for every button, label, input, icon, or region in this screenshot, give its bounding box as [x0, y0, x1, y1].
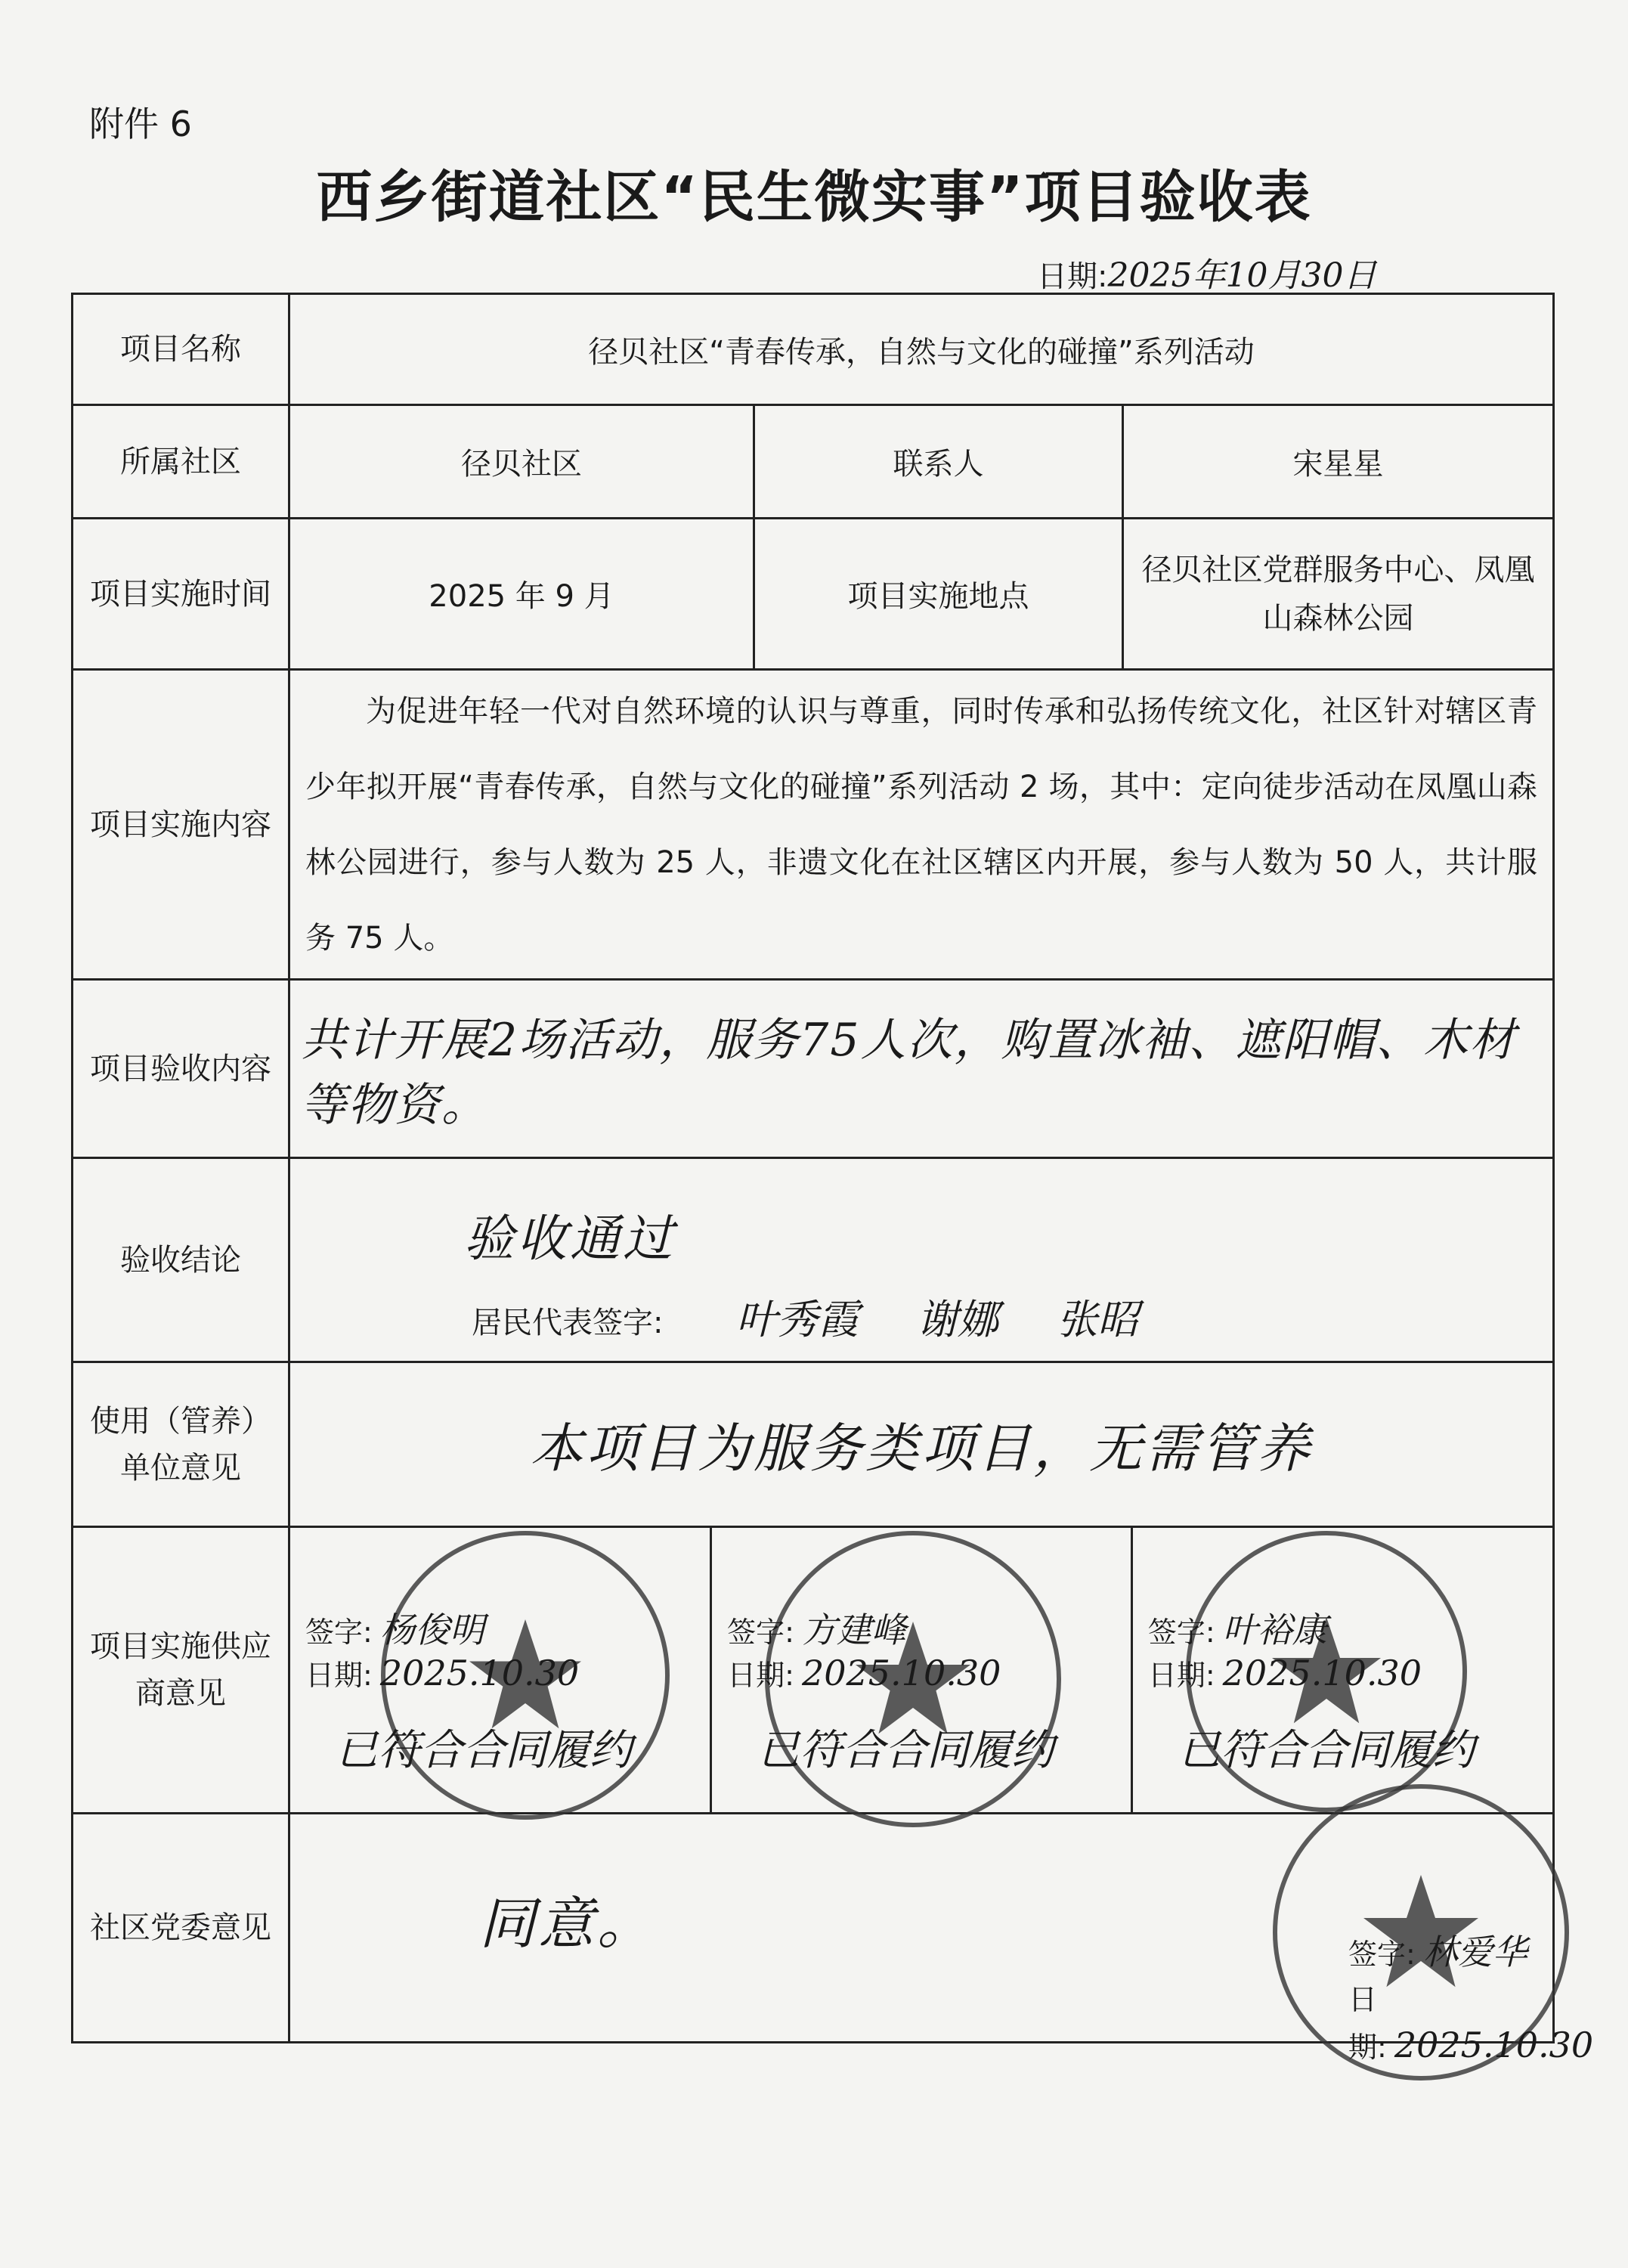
party-label: 社区党委意见 [73, 1814, 289, 2043]
community-label: 所属社区 [73, 405, 289, 519]
date-label: 日期: [1037, 259, 1108, 294]
row-conclusion [73, 1158, 1554, 1362]
time-value: 2025 年 9 月 [289, 519, 754, 670]
supplier-2-sign-line [727, 1610, 1001, 1653]
residents-signatures: 叶秀霞 谢娜 张昭 [736, 1296, 1139, 1343]
row-acceptance [73, 980, 1554, 1158]
acceptance-label: 项目验收内容 [73, 980, 289, 1158]
supplier-1-sign-line [305, 1610, 579, 1653]
content-value: 为促进年轻一代对自然环境的认识与尊重，同时传承和弘扬传统文化，社区针对辖区青少年拟开展“青春传承，自然与文化的碰撞”系列活动 2 场，其中：定向徒步活动在凤凰山森林公园进行，参与人数为 25 人，非遗文化在社区辖区内开展，参与人数为 50 人，共计服务 75 人。 [289, 670, 1554, 980]
supplier-1-date-line [305, 1653, 579, 1696]
conclusion-label: 验收结论 [73, 1158, 289, 1362]
supplier-1-signature: 杨俊明 [379, 1610, 484, 1650]
page-title: 西乡街道社区“民生微实事”项目验收表 [316, 165, 1312, 230]
content-label: 项目实施内容 [73, 670, 289, 980]
supplier-2-note: 已符合合同履约 [757, 1726, 1054, 1775]
date-value: 2025年10月30日 [1107, 256, 1377, 295]
supplier-3-sign-line [1148, 1610, 1422, 1653]
acceptance-form [71, 293, 1594, 2065]
row-community [73, 405, 1554, 519]
time-label: 项目实施时间 [73, 519, 289, 670]
contact-value: 宋星星 [1123, 405, 1554, 519]
supplier-label: 项目实施供应商意见 [73, 1527, 289, 1814]
row-supplier-opinion [73, 1527, 1554, 1814]
usage-label: 使用（管养）单位意见 [73, 1362, 289, 1527]
conclusion-cell [289, 1158, 1554, 1362]
acceptance-value: 共计开展2场活动，服务75人次，购置冰袖、遮阳帽、木材等物资。 [289, 980, 1554, 1158]
sign-label: 签字: [727, 1616, 794, 1649]
supplier-3-signature: 叶裕康 [1222, 1610, 1327, 1650]
sign-label: 签字: [305, 1616, 373, 1649]
party-signature: 林爱华 [1422, 1932, 1527, 1972]
supplier-2-date-line [727, 1653, 1001, 1696]
party-cell [289, 1814, 1594, 2065]
row-usage-opinion [73, 1362, 1554, 1527]
supplier-3-date-line [1148, 1653, 1422, 1696]
project-name-label: 项目名称 [73, 294, 289, 405]
supplier-1-date: 2025.10.30 [379, 1653, 580, 1693]
party-date: 2025.10.30 [1394, 2025, 1594, 2065]
conclusion-value: 验收通过 [464, 1210, 676, 1268]
row-time-location [73, 519, 1554, 670]
supplier-entry-1 [290, 1528, 711, 1812]
location-label: 项目实施地点 [754, 519, 1123, 670]
supplier-3-date: 2025.10.30 [1222, 1653, 1422, 1693]
party-date-line [1348, 1977, 1593, 2070]
sign-label: 签字: [1147, 1616, 1215, 1649]
supplier-2-signature: 方建峰 [801, 1610, 906, 1650]
row-party-opinion [73, 1814, 1554, 2043]
attachment-label: 附件 6 [89, 104, 192, 144]
party-sign-line [1348, 1929, 1593, 1977]
conclusion-wrap [290, 1159, 1552, 1361]
supplier-entry-2 [711, 1528, 1132, 1812]
party-sign-label: 签字: [1348, 1938, 1416, 1971]
location-value: 径贝社区党群服务中心、凤凰山森林公园 [1123, 519, 1554, 670]
residents-label: 居民代表签字: [472, 1306, 664, 1340]
project-name-value: 径贝社区“青春传承，自然与文化的碰撞”系列活动 [289, 294, 1554, 405]
supplier-1-note: 已符合合同履约 [336, 1726, 632, 1775]
date-label: 日期: [1147, 1659, 1215, 1692]
row-content [73, 670, 1554, 980]
supplier-3-note: 已符合合同履约 [1178, 1726, 1475, 1775]
party-date-label: 日期: [1348, 1983, 1387, 2064]
community-value: 径贝社区 [289, 405, 754, 519]
date-label: 日期: [305, 1659, 373, 1692]
contact-label: 联系人 [754, 405, 1123, 519]
supplier-entry-3 [1131, 1528, 1552, 1812]
usage-value: 本项目为服务类项目，无需管养 [289, 1362, 1554, 1527]
supplier-cell [289, 1527, 1554, 1814]
party-opinion-value: 同意。 [479, 1892, 656, 1957]
date-label: 日期: [727, 1659, 794, 1692]
row-project-name [73, 294, 1554, 405]
supplier-subtable [290, 1528, 1552, 1812]
supplier-2-date: 2025.10.30 [801, 1653, 1001, 1693]
form-date [1037, 248, 1376, 296]
